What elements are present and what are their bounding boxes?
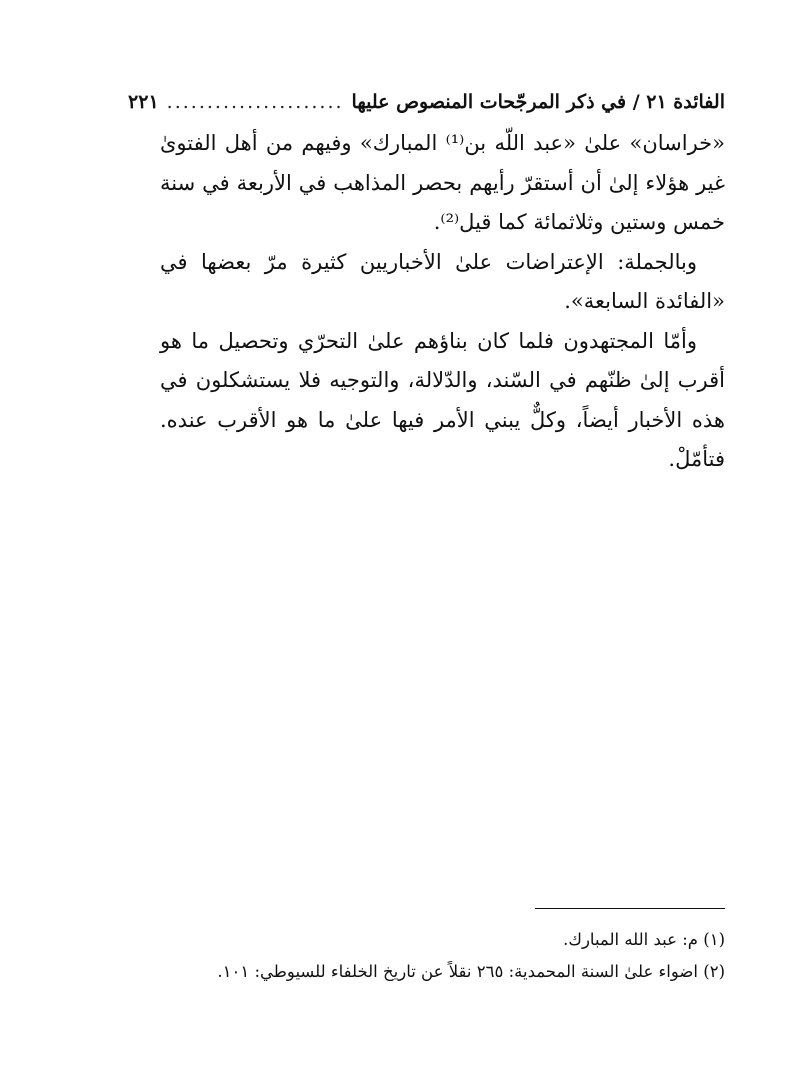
main-text — [160, 124, 725, 480]
footnote-2: (٢) اضواء علىٰ السنة المحمدية: ٢٦٥ نقلاً عن تاريخ الخلفاء للسيوطي: ١٠١. — [217, 962, 725, 981]
running-header — [128, 84, 725, 120]
header-leader-dots: ...................... — [166, 91, 344, 113]
header-title: الفائدة ٢١ / في ذكر المرجّحات المنصوص عليها — [351, 91, 725, 113]
footnotes — [150, 924, 725, 988]
paragraph-objections: وبالجملة: الإعتراضات علىٰ الأخباريين كثيرة مرّ بعضها في «الفائدة السابعة». — [160, 249, 725, 313]
footnote-separator — [535, 908, 725, 909]
paragraph-mujtahids: وأمّا المجتهدون فلما كان بناؤهم علىٰ التحرّي وتحصيل ما هو أقرب إلىٰ ظنّهم في السّند، والدّلالة، والتوجيه فلا يستشكلون في هذه الأخبار أيضاً، وكلٌّ يبني الأمر فيها علىٰ ما هو الأقرب عنده. فتأمّلْ. — [160, 328, 725, 471]
footnote-1: (١) م: عبد الله المبارك. — [563, 930, 725, 949]
paragraph-continuation: «خراسان» علىٰ «عبد اللّه بن⁽¹⁾ المبارك» وفيهم من أهل الفتوىٰ غير هؤلاء إلىٰ أن أستقرّ رأيهم بحصر المذاهب في الأربعة في سنة خمس وستين وثلاثمائة كما قيل⁽²⁾. — [160, 131, 726, 234]
page-number: ٢٢١ — [128, 91, 159, 113]
